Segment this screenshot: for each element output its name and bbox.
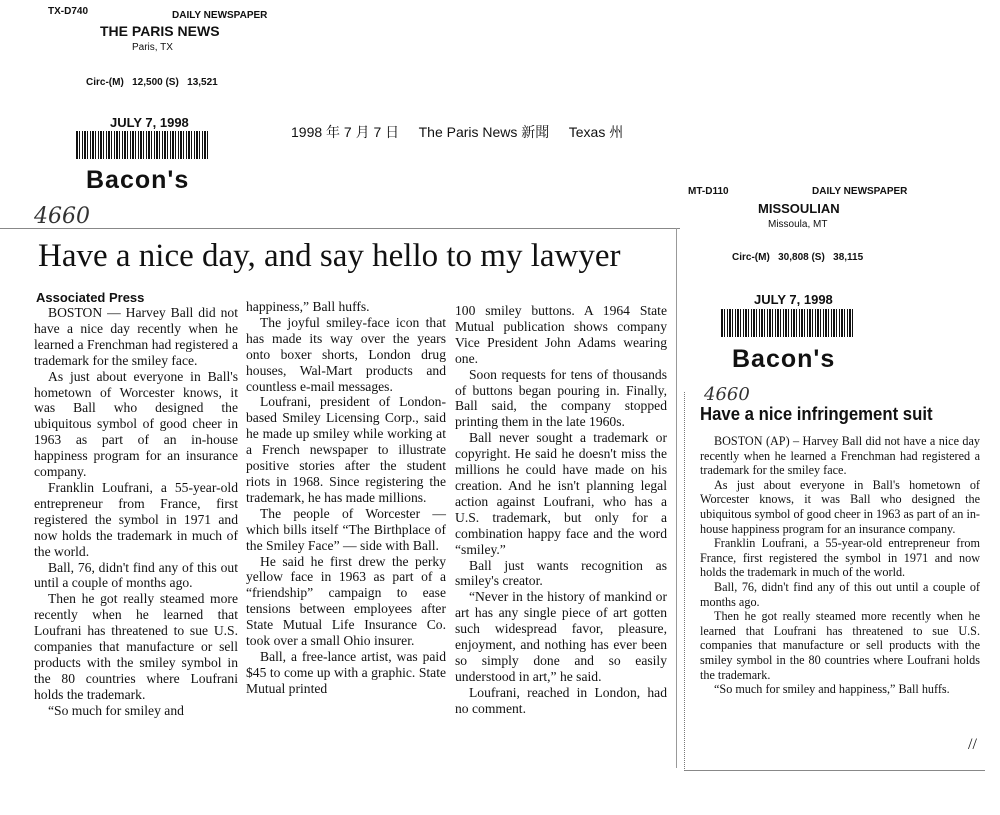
paragraph: He said he first drew the perky yellow face in 1963 as part of a “friendship” campaign to ease tensions between employees after State Mutual Life Insurance Co. took over a small Ohio insurer. [246,553,446,649]
headline: Have a nice day, and say hello to my lawyer [38,238,621,274]
paragraph: Then he got really steamed more recently when he learned that Loufrani has threatened to sue U.S. companies that manufacture or sell products with the smiley symbol in the 80 countries where Loufrani holds the trademark. [34,591,238,702]
clip-city: Paris, TX [132,42,173,53]
paragraph: Soon requests for tens of thousands of buttons began pouring in. Finally, Ball said, the company stopped printing them in the late 1960s. [455,366,667,430]
paragraph: happiness,” Ball huffs. [246,299,370,314]
paragraph: “So much for smiley and [48,702,184,718]
paragraph: BOSTON (AP) – Harvey Ball did not have a nice day recently when he learned a Frenchman had registered a trademark for the smiley face. [700,434,980,478]
clip-border [0,228,680,229]
clip-paper-name: MISSOULIAN [758,201,840,216]
paragraph: The people of Worcester — which bills itself “The Birthplace of the Smiley Face” — side with Ball. [246,505,446,553]
clipping-stamp-line: 1998 年 7 月 7 日 The Paris News 新聞 Texas 州 [291,124,624,140]
paragraph: “So much for smiley and happiness,” Ball huffs. [714,682,950,697]
end-mark: // [968,736,977,753]
handwritten-number: 4660 [34,204,90,229]
paragraph: BOSTON — Harvey Ball did not have a nice day recently when he learned a Frenchman had registered a trademark for the smiley face. [34,305,238,368]
clip-date: JULY 7, 1998 [110,115,189,130]
clip-code: TX-D740 [48,6,89,17]
article-column-1 [34,305,238,719]
article-body [700,434,980,697]
paragraph: As just about everyone in Ball's hometown of Worcester knows, it was Ball who designed the ubiquitous symbol of good cheer in 1963 as part of an in-house happiness program for an insurance company. [34,368,238,480]
paragraph: Ball, 76, didn't find any of this out until a couple of months ago. [700,579,980,609]
handwritten-number: 4660 [704,384,750,405]
paragraph: Ball, a free-lance artist, was paid $45 to come up with a graphic. State Mutual printed [246,648,446,696]
article-column-3 [455,303,667,717]
paragraph: Then he got really steamed more recently when he learned that Loufrani has threatened to sue U.S. companies that manufacture or sell products with the smiley symbol in the 80 countries where Loufrani holds the trademark. [700,609,980,682]
paragraph: Franklin Loufrani, a 55-year-old entrepreneur from France, first registered the symbol in 1971 and now holds the trademark in much of the world. [34,479,238,559]
paragraph: Franklin Loufrani, a 55-year-old entrepreneur from France, first registered the symbol in 1971 and now holds the trademark in much of the world. [700,536,980,580]
paragraph: 100 smiley buttons. A 1964 State Mutual publication shows company Vice President John Adams wearing one. [455,303,667,366]
paragraph: Ball just wants recognition as smiley's creator. [455,557,667,589]
clip-date: JULY 7, 1998 [754,292,833,307]
paragraph: Ball never sought a trademark or copyright. He said he doesn't miss the millions he could have made on his creation. And he isn't planning legal action against Loufrani, who has a U.S. trademark, but only for a combination happy face and the word “smiley.” [455,430,667,557]
clip-circulation: Circ-(M) 12,500 (S) 13,521 [86,77,218,88]
clip-code: MT-D110 [688,186,729,197]
article-column-2 [246,299,446,697]
bacons-logo: Bacon's [732,345,836,373]
clip-type: DAILY NEWSPAPER [172,10,268,21]
clip-type: DAILY NEWSPAPER [812,186,908,197]
clip-city: Missoula, MT [768,219,828,230]
barcode [721,309,855,337]
clip-edge [676,228,677,768]
paragraph: As just about everyone in Ball's hometown of Worcester knows, it was Ball who designed the ubiquitous symbol of good cheer in 1963 as part of an in-house happiness program for an insurance company. [700,477,980,536]
paragraph: Loufrani, reached in London, had no comment. [455,684,667,716]
paragraph: “Never in the history of mankind or art has any single piece of art gotten such widespread favor, pleasure, enjoyment, and nothing has ever been so simply done and so easily understood in art,” he said. [455,589,667,684]
byline: Associated Press [36,290,145,305]
paragraph: The joyful smiley-face icon that has made its way over the years onto boxer shorts, London drug houses, Wal-Mart products and countless e-mail messages. [246,314,446,394]
barcode [76,131,208,159]
clip-circulation: Circ-(M) 30,808 (S) 38,115 [732,252,864,263]
headline: Have a nice infringement suit [700,404,933,424]
paragraph: Ball, 76, didn't find any of this out until a couple of months ago. [34,559,238,591]
clip-paper-name: THE PARIS NEWS [100,23,220,39]
paragraph: Loufrani, president of London-based Smiley Licensing Corp., said he made up smiley while working at a French newspaper to illustrate positive stories after the student riots in 1968. Since registering the trademark, he has made millions. [246,394,446,505]
bacons-logo: Bacon's [86,166,190,194]
